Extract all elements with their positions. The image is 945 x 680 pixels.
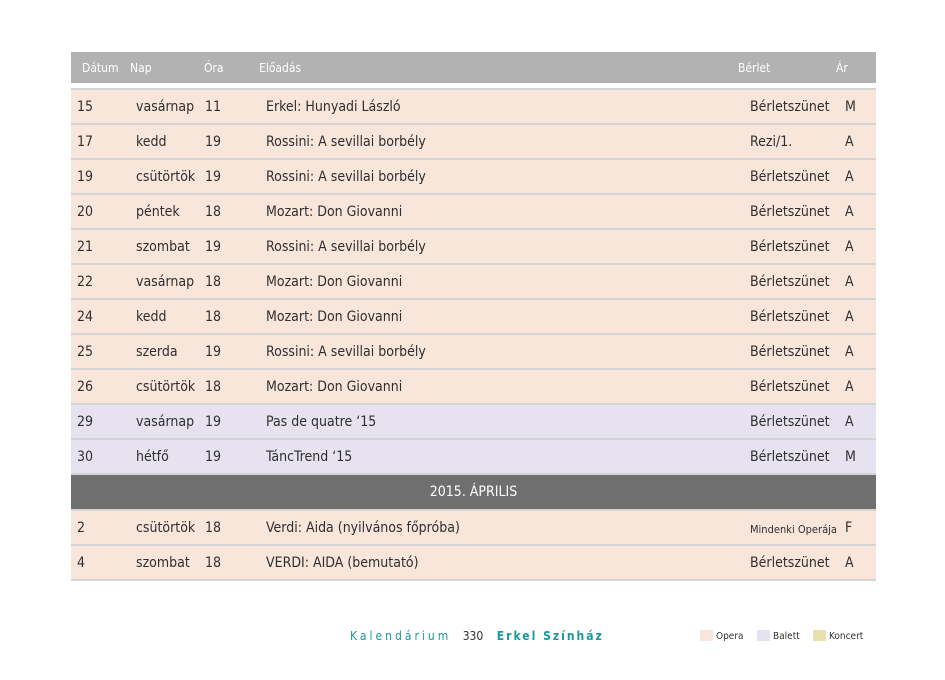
cell-berlet: Bérletszünet [750,204,830,220]
footer-venue: Erkel Színház [496,629,604,643]
cell-ora: 19 [205,169,222,185]
cell-berlet: Bérletszünet [750,274,830,290]
cell-ar: A [845,309,854,325]
cell-nap: szombat [136,239,190,255]
cell-berlet: Bérletszünet [750,555,830,571]
cell-berlet: Bérletszünet [750,379,830,395]
legend-koncert [813,630,863,642]
legend-opera-label: Opera [716,631,744,642]
cell-ora: 19 [205,239,222,255]
cell-berlet: Bérletszünet [750,414,830,430]
cell-nap: csütörtök [136,520,196,536]
cell-datum: 20 [77,204,94,220]
cell-eloadas: Pas de quatre ‘15 [266,414,377,430]
cell-nap: hétfő [136,449,169,465]
cell-berlet: Bérletszünet [750,239,830,255]
cell-ar: A [845,204,854,220]
cell-eloadas: Erkel: Hunyadi László [266,99,401,115]
cell-ar: A [845,274,854,290]
legend-koncert-label: Koncert [829,631,864,642]
cell-ar: A [845,379,854,395]
cell-datum: 2 [77,520,86,536]
cell-berlet: Bérletszünet [750,99,830,115]
cell-eloadas: Mozart: Don Giovanni [266,274,403,290]
cell-ora: 19 [205,134,222,150]
cell-eloadas: VERDI: AIDA (bemutató) [266,555,419,571]
cell-ora: 18 [205,274,222,290]
cell-nap: vasárnap [136,99,195,115]
cell-berlet: Bérletszünet [750,309,830,325]
cell-eloadas: Verdi: Aida (nyilvános főpróba) [266,520,460,536]
header-berlet: Bérlet [738,61,771,75]
footer-page-number: 330 [462,629,484,643]
cell-eloadas: Rossini: A sevillai borbély [266,134,426,150]
cell-ar: A [845,555,854,571]
cell-datum: 15 [77,99,94,115]
cell-ar: A [845,414,854,430]
cell-nap: vasárnap [136,414,195,430]
march-rows [71,88,876,473]
table-row [71,368,876,403]
table-row [71,228,876,263]
cell-nap: csütörtök [136,169,196,185]
cell-ora: 19 [205,344,222,360]
cell-nap: péntek [136,204,180,220]
cell-datum: 17 [77,134,94,150]
cell-ora: 18 [205,555,222,571]
cell-datum: 4 [77,555,86,571]
cell-ar: M [845,449,856,465]
cell-eloadas: Rossini: A sevillai borbély [266,239,426,255]
cell-berlet: Mindenki Operája [750,523,837,536]
cell-eloadas: Mozart: Don Giovanni [266,204,403,220]
cell-ar: M [845,99,856,115]
cell-ar: F [845,520,853,536]
cell-berlet: Bérletszünet [750,344,830,360]
table-row [71,403,876,438]
table-row [71,509,876,544]
cell-nap: szerda [136,344,178,360]
header-ora: Óra [204,61,224,75]
cell-nap: szombat [136,555,190,571]
footer-kalendarium: Kalendárium [350,629,452,643]
table-row [71,298,876,333]
cell-berlet: Rezi/1. [750,134,793,150]
table-bottom-rule [71,579,876,581]
header-datum: Dátum [82,61,119,75]
header-ar: Ár [836,61,848,75]
table-row [71,123,876,158]
cell-ora: 18 [205,379,222,395]
cell-nap: vasárnap [136,274,195,290]
april-rows [71,509,876,579]
cell-eloadas: Rossini: A sevillai borbély [266,344,426,360]
cell-ora: 18 [205,520,222,536]
legend-balett-swatch [757,630,770,641]
legend-opera [700,630,744,642]
cell-ar: A [845,169,854,185]
month-divider [71,473,876,509]
cell-ar: A [845,134,854,150]
cell-datum: 22 [77,274,94,290]
cell-datum: 19 [77,169,94,185]
cell-nap: kedd [136,309,167,325]
cell-berlet: Bérletszünet [750,169,830,185]
table-row [71,438,876,473]
cell-datum: 26 [77,379,94,395]
legend-koncert-swatch [813,630,826,641]
cell-ora: 11 [205,99,222,115]
cell-eloadas: Mozart: Don Giovanni [266,309,403,325]
table-row [71,263,876,298]
cell-ar: A [845,344,854,360]
legend-opera-swatch [700,630,713,641]
table-header [71,52,876,83]
cell-datum: 30 [77,449,94,465]
cell-datum: 25 [77,344,94,360]
table-row [71,88,876,123]
cell-datum: 24 [77,309,94,325]
cell-eloadas: Rossini: A sevillai borbély [266,169,426,185]
header-eloadas: Előadás [259,61,302,75]
cell-nap: csütörtök [136,379,196,395]
header-nap: Nap [130,61,152,75]
cell-ora: 18 [205,309,222,325]
cell-ora: 19 [205,414,222,430]
cell-ora: 18 [205,204,222,220]
month-label: 2015. ÁPRILIS [429,484,518,500]
legend-balett [757,630,800,642]
cell-ora: 19 [205,449,222,465]
table-row [71,333,876,368]
table-row [71,193,876,228]
cell-nap: kedd [136,134,167,150]
table-row [71,544,876,579]
cell-eloadas: TáncTrend ‘15 [266,449,353,465]
cell-berlet: Bérletszünet [750,449,830,465]
legend-balett-label: Balett [773,631,800,642]
cell-ar: A [845,239,854,255]
cell-eloadas: Mozart: Don Giovanni [266,379,403,395]
page-footer [350,629,604,643]
cell-datum: 29 [77,414,94,430]
table-row [71,158,876,193]
cell-datum: 21 [77,239,94,255]
schedule-table [71,88,876,581]
